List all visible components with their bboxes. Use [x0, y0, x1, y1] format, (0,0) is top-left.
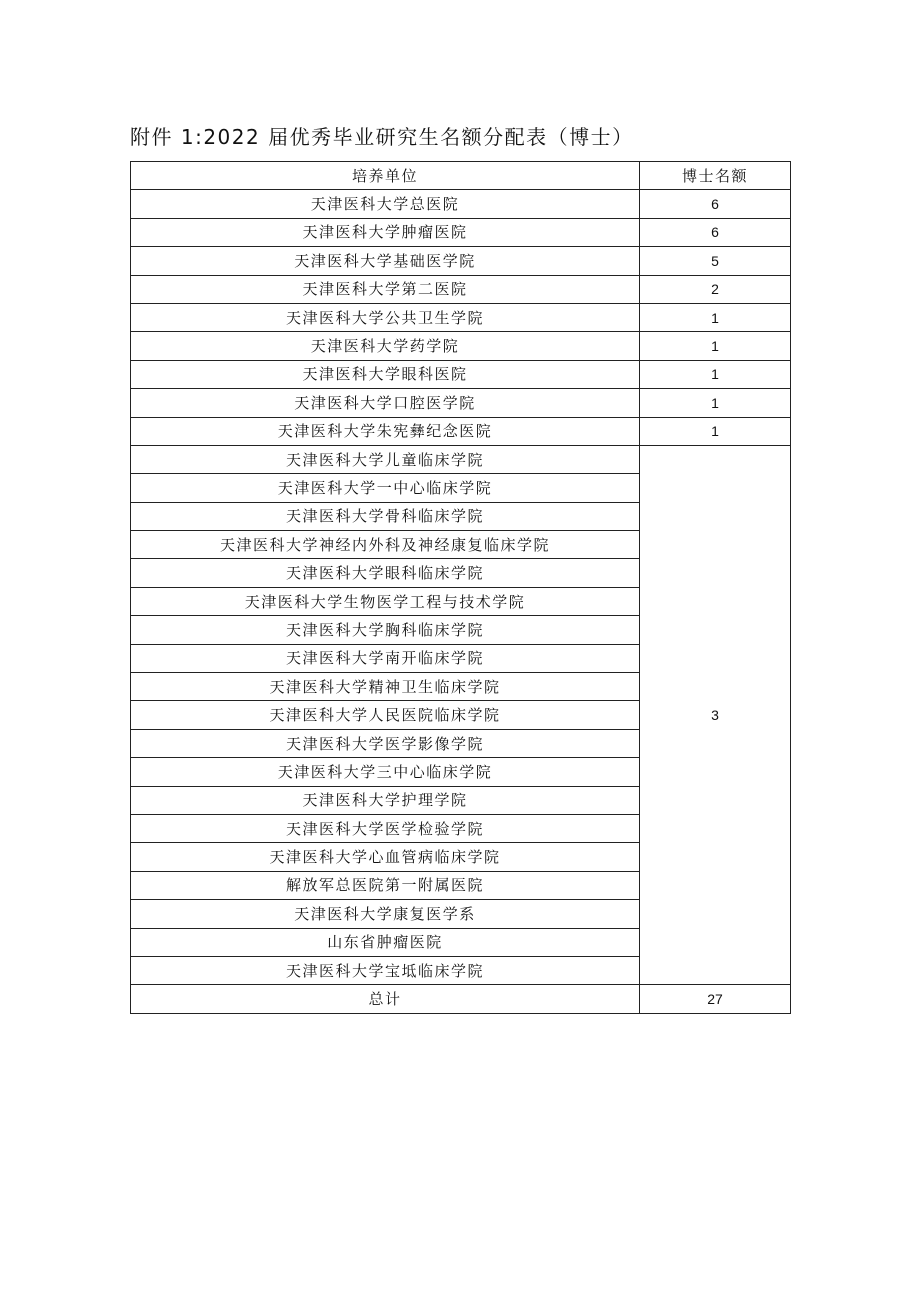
unit-cell: 天津医科大学肿瘤医院 — [131, 218, 640, 246]
total-label: 总计 — [131, 985, 640, 1013]
quota-table — [130, 161, 791, 1014]
unit-cell: 天津医科大学朱宪彝纪念医院 — [131, 417, 640, 445]
unit-cell: 天津医科大学公共卫生学院 — [131, 303, 640, 331]
quota-cell: 5 — [640, 247, 791, 275]
unit-cell: 天津医科大学宝坻临床学院 — [131, 956, 640, 984]
quota-cell: 1 — [640, 417, 791, 445]
table-row-shared — [131, 445, 791, 473]
unit-cell: 天津医科大学南开临床学院 — [131, 644, 640, 672]
quota-cell: 1 — [640, 303, 791, 331]
table-row — [131, 332, 791, 360]
total-quota: 27 — [640, 985, 791, 1013]
quota-cell: 1 — [640, 389, 791, 417]
quota-cell: 6 — [640, 218, 791, 246]
header-quota: 博士名额 — [640, 162, 791, 190]
unit-cell: 天津医科大学基础医学院 — [131, 247, 640, 275]
header-unit: 培养单位 — [131, 162, 640, 190]
table-row — [131, 417, 791, 445]
unit-cell: 解放军总医院第一附属医院 — [131, 871, 640, 899]
shared-quota-cell: 3 — [640, 445, 791, 984]
unit-cell: 天津医科大学胸科临床学院 — [131, 616, 640, 644]
unit-cell: 天津医科大学精神卫生临床学院 — [131, 673, 640, 701]
table-header-row — [131, 162, 791, 190]
table-row — [131, 218, 791, 246]
document-title: 附件 1:2022 届优秀毕业研究生名额分配表（博士） — [130, 125, 634, 149]
unit-cell: 天津医科大学医学影像学院 — [131, 729, 640, 757]
quota-cell: 2 — [640, 275, 791, 303]
unit-cell: 天津医科大学眼科临床学院 — [131, 559, 640, 587]
quota-cell: 1 — [640, 332, 791, 360]
unit-cell: 天津医科大学总医院 — [131, 190, 640, 218]
unit-cell: 天津医科大学生物医学工程与技术学院 — [131, 587, 640, 615]
unit-cell: 天津医科大学心血管病临床学院 — [131, 843, 640, 871]
unit-cell: 天津医科大学眼科医院 — [131, 360, 640, 388]
unit-cell: 天津医科大学护理学院 — [131, 786, 640, 814]
table-row — [131, 247, 791, 275]
table-row — [131, 389, 791, 417]
table-row — [131, 360, 791, 388]
unit-cell: 天津医科大学人民医院临床学院 — [131, 701, 640, 729]
unit-cell: 天津医科大学一中心临床学院 — [131, 474, 640, 502]
total-row — [131, 985, 791, 1013]
quota-cell: 1 — [640, 360, 791, 388]
unit-cell: 天津医科大学儿童临床学院 — [131, 445, 640, 473]
unit-cell: 天津医科大学神经内外科及神经康复临床学院 — [131, 531, 640, 559]
table-row — [131, 190, 791, 218]
table-row — [131, 303, 791, 331]
unit-cell: 天津医科大学口腔医学院 — [131, 389, 640, 417]
unit-cell: 天津医科大学第二医院 — [131, 275, 640, 303]
unit-cell: 天津医科大学三中心临床学院 — [131, 758, 640, 786]
unit-cell: 天津医科大学药学院 — [131, 332, 640, 360]
unit-cell: 天津医科大学医学检验学院 — [131, 814, 640, 842]
unit-cell: 天津医科大学骨科临床学院 — [131, 502, 640, 530]
table-row — [131, 275, 791, 303]
unit-cell: 山东省肿瘤医院 — [131, 928, 640, 956]
quota-cell: 6 — [640, 190, 791, 218]
unit-cell: 天津医科大学康复医学系 — [131, 900, 640, 928]
